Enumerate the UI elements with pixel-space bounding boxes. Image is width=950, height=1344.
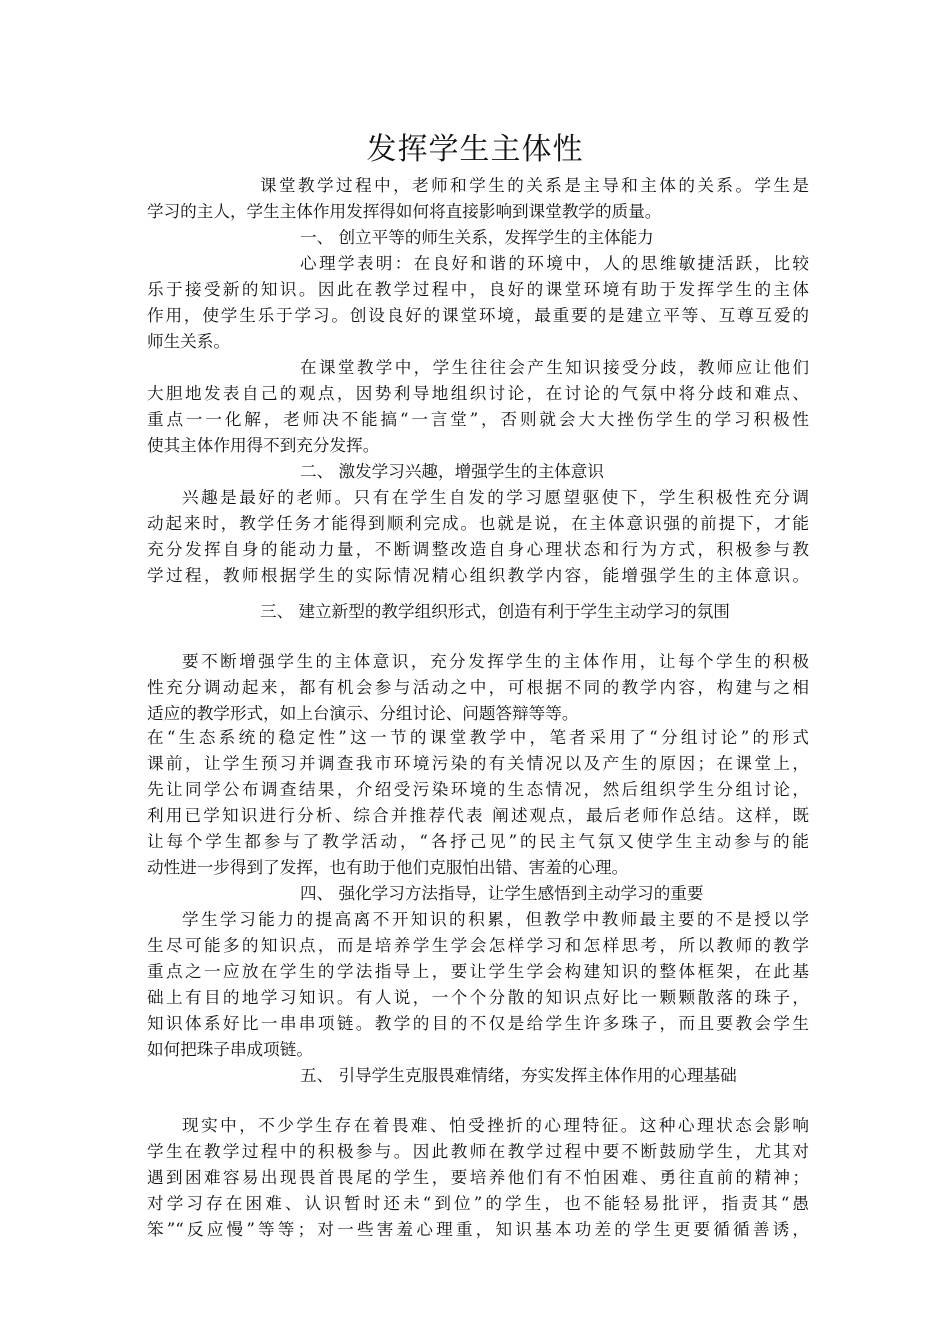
paragraph-line: 使其主体作用得不到充分发挥。 [147,436,380,455]
paragraph-line: 遇到困难容易出现畏首畏尾的学生，要培养他们有不怕困难、勇往直前的精神； [147,1168,809,1187]
paragraph-line: 让每个学生都参与了教学活动，“各抒己见”的民主气氛又使学生主动参与的能 [147,832,809,851]
section-heading-1: 一、 创立平等的师生关系，发挥学生的主体能力 [300,228,654,247]
paragraph-line: 性充分调动起来，都有机会参与活动之中，可根据不同的教学内容，构建与之相 [147,678,809,697]
paragraph-line: 现实中，不少学生存在着畏难、怕受挫折的心理特征。这种心理状态会影响 [182,1116,809,1135]
paragraph-line: 生尽可能多的知识点，而是培养学生学会怎样学习和怎样思考，所以教师的教学 [147,936,809,955]
paragraph-line: 对学习存在困难、认识暂时还未“到位”的学生，也不能轻易批评，指责其“愚 [147,1194,809,1213]
paragraph-line: 重点之一应放在学生的学法指导上，要让学生学会构建知识的整体框架，在此基 [147,962,809,981]
section-heading-5: 五、 引导学生克服畏难情绪，夯实发挥主体作用的心理基础 [300,1066,737,1085]
paragraph-line: 础上有目的地学习知识。有人说，一个个分散的知识点好比一颗颗散落的珠子， [147,988,809,1007]
paragraph-line: 乐于接受新的知识。因此在教学过程中，良好的课堂环境有助于发挥学生的主体 [147,280,809,299]
paragraph-line: 课堂教学过程中，老师和学生的关系是主导和主体的关系。学生是 [260,176,809,195]
paragraph-line: 作用，使学生乐于学习。创设良好的课堂环境，最重要的是建立平等、互尊互爱的 [147,306,809,325]
paragraph-line: 利用已学知识进行分析、综合并推荐代表 阐述观点，最后老师作总结。这样，既 [147,806,809,825]
paragraph-line: 先让同学公布调查结果，介绍受污染环境的生态情况，然后组织学生分组讨论， [147,780,809,799]
paragraph-line: 重点一一化解，老师决不能搞“一言堂”，否则就会大大挫伤学生的学习积极性 [147,410,809,429]
paragraph-line: 大胆地发表自己的观点，因势利导地组织讨论，在讨论的气氛中将分歧和难点、 [147,384,809,403]
paragraph-line: 学生学习能力的提高离不开知识的积累，但教学中教师最主要的不是授以学 [182,910,809,929]
paragraph-line: 动性进一步得到了发挥，也有助于他们克服怕出错、害羞的心理。 [147,858,629,877]
page-title: 发挥学生主体性 [366,132,584,167]
paragraph-line: 兴趣是最好的老师。只有在学生自发的学习愿望驱使下，学生积极性充分调 [182,488,809,507]
paragraph-line: 要不断增强学生的主体意识，充分发挥学生的主体作用，让每个学生的积极 [182,652,809,671]
paragraph-line: 动起来时，教学任务才能得到顺利完成。也就是说，在主体意识强的前提下，才能 [147,514,809,533]
paragraph-line: 师生关系。 [147,332,230,351]
section-heading-3: 三、 建立新型的教学组织形式，创造有利于学生主动学习的氛围 [260,602,730,621]
paragraph-line: 如何把珠子串成项链。 [147,1040,313,1059]
paragraph-line: 学习的主人，学生主体作用发挥得如何将直接影响到课堂教学的质量。 [147,202,662,221]
paragraph-line: 知识体系好比一串串项链。教学的目的不仅是给学生许多珠子，而且要教会学生 [147,1014,809,1033]
section-heading-2: 二、 激发学习兴趣，增强学生的主体意识 [300,462,604,481]
paragraph-line: 学过程，教师根据学生的实际情况精心组织教学内容，能增强学生的主体意识。 [147,566,809,585]
section-heading-4: 四、 强化学习方法指导，让学生感悟到主动学习的重要 [300,884,704,903]
paragraph-line: 在“生态系统的稳定性”这一节的课堂教学中，笔者采用了“分组讨论”的形式 [147,728,809,747]
paragraph-line: 充分发挥自身的能动力量，不断调整改造自身心理状态和行为方式，积极参与教 [147,540,809,559]
paragraph-line: 适应的教学形式，如上台演示、分组讨论、问题答辩等等。 [147,704,579,723]
paragraph-line: 学生在教学过程中的积极参与。因此教师在教学过程中要不断鼓励学生，尤其对 [147,1142,809,1161]
paragraph-line: 心理学表明：在良好和谐的环境中，人的思维敏捷活跃，比较 [300,254,809,273]
paragraph-line: 在课堂教学中，学生往往会产生知识接受分歧，教师应让他们 [300,358,809,377]
paragraph-line: 课前，让学生预习并调查我市环境污染的有关情况以及产生的原因；在课堂上， [147,754,809,773]
paragraph-line: 笨”“反应慢”等等；对一些害羞心理重，知识基本功差的学生更要循循善诱， [147,1220,809,1239]
